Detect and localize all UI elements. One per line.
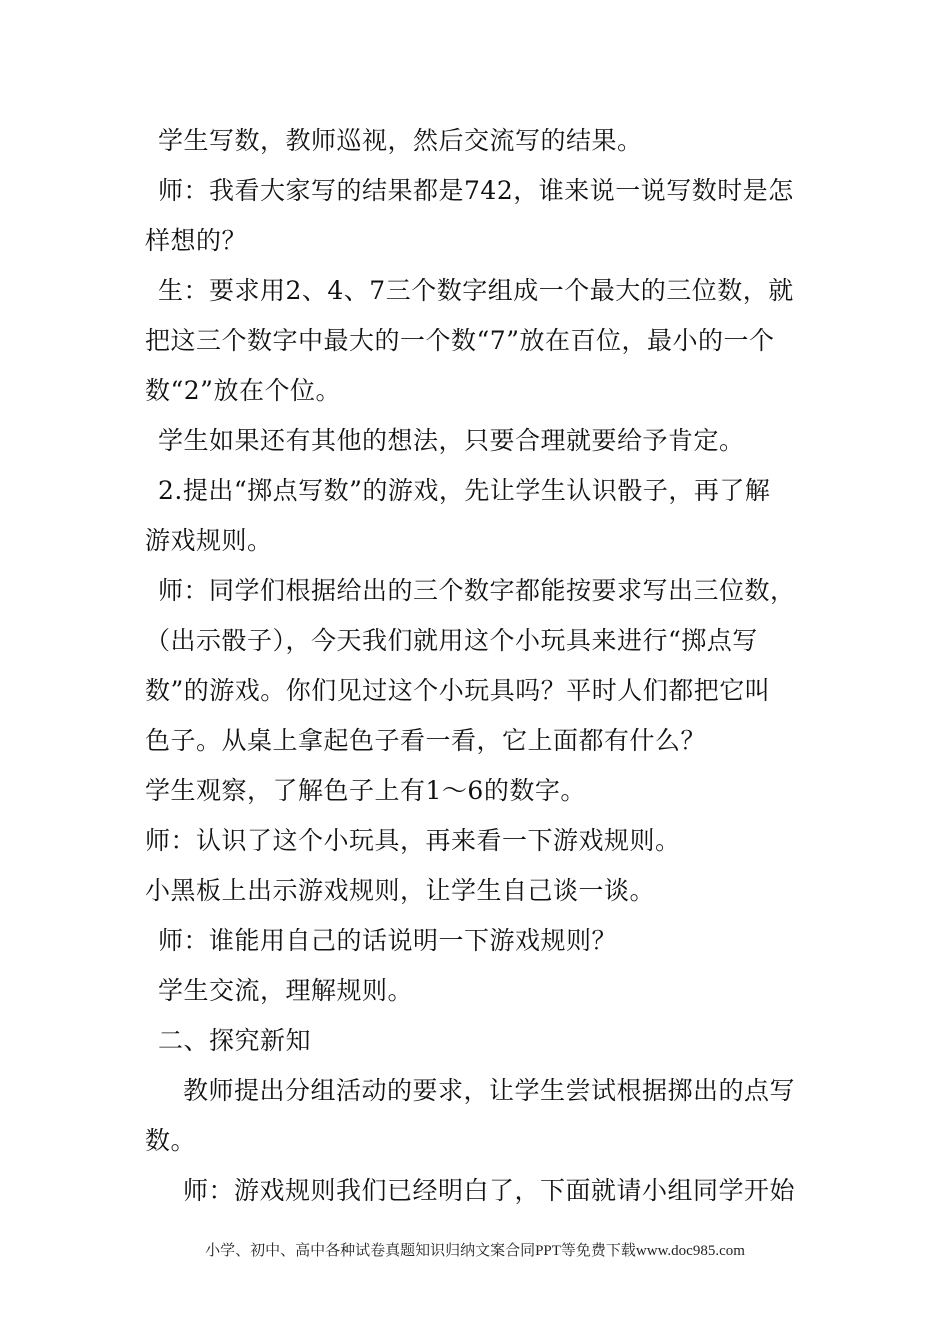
paragraph-line: 2.提出“掷点写数”的游戏，先让学生认识骰子，再了解 (158, 476, 771, 505)
paragraph-line: 游戏规则。 (145, 526, 273, 555)
paragraph-line: 学生写数，教师巡视，然后交流写的结果。 (158, 126, 643, 155)
paragraph-line: 师：我看大家写的结果都是742，谁来说一说写数时是怎 (158, 176, 794, 205)
paragraph-line: 把这三个数字中最大的一个数“7”放在百位，最小的一个 (145, 326, 775, 355)
paragraph-line: 师：认识了这个小玩具，再来看一下游戏规则。 (145, 826, 681, 855)
paragraph-line: 学生如果还有其他的想法，只要合理就要给予肯定。 (158, 426, 745, 455)
paragraph-line: 数”的游戏。你们见过这个小玩具吗？平时人们都把它叫 (145, 676, 771, 705)
paragraph-line: 样想的？ (145, 226, 248, 255)
paragraph-line: 数“2”放在个位。 (145, 376, 341, 405)
paragraph-line: 师：同学们根据给出的三个数字都能按要求写出三位数， (158, 576, 796, 605)
paragraph-line: 数。 (145, 1126, 197, 1155)
paragraph-line: 师：谁能用自己的话说明一下游戏规则？ (158, 926, 618, 955)
paragraph-line: 学生交流，理解规则。 (158, 976, 414, 1005)
page-footer: 小学、初中、高中各种试卷真题知识归纳文案合同PPT等免费下载www.doc985.com (205, 1243, 745, 1259)
paragraph-line: 色子。从桌上拿起色子看一看，它上面都有什么？ (145, 726, 707, 755)
paragraph-line: 小黑板上出示游戏规则，让学生自己谈一谈。 (145, 876, 656, 905)
paragraph-line: 生：要求用2、4、7三个数字组成一个最大的三位数，就 (158, 276, 794, 305)
paragraph-line: 师：游戏规则我们已经明白了，下面就请小组同学开始 (183, 1176, 796, 1205)
section-heading: 二、探究新知 (158, 1026, 312, 1055)
paragraph-line: （出示骰子），今天我们就用这个小玩具来进行“掷点写 (145, 626, 758, 655)
paragraph-line: 教师提出分组活动的要求，让学生尝试根据掷出的点写 (183, 1076, 796, 1105)
paragraph-line: 学生观察，了解色子上有1～6的数字。 (145, 776, 586, 805)
